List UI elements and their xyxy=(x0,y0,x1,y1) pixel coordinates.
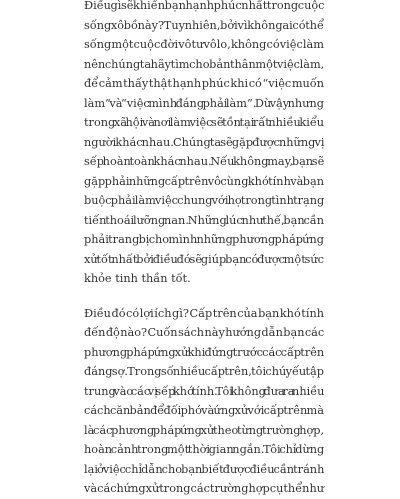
text-line: sống xô bồ này? Tuy nhiên, bởi vì không ai có thể xyxy=(84,18,324,32)
text-line: phương pháp ứng xử khi đứng trước các cấp trên xyxy=(84,345,325,359)
text-line: để cảm thấy thật hạnh phúc khi có “việc muốn xyxy=(84,77,324,90)
text-line: xử tốt nhất bởi điều đó sẽ giúp bạn có được một sức xyxy=(84,252,324,266)
paragraph-2 xyxy=(84,304,324,499)
text-line: là các phương pháp ứng xử theo từng trường hợp, xyxy=(84,423,325,437)
text-line: sống một cuộc đời vô tư vô lo, không có việc làm xyxy=(84,38,324,51)
text-line: nên chúng ta hãy tìm cho bản thân một việc làm, xyxy=(84,57,325,71)
text-line: Điều gì sẽ khiến bạn hạnh phúc nhất trong cuộc xyxy=(84,0,325,12)
text-line: tiến thoái lưỡng nan. Những lúc như thế, bạn cần xyxy=(84,213,324,227)
text-line: lại ở việc chỉ dẫn cho bạn biết được điều cần tránh xyxy=(84,462,325,476)
text-line: làm” và “việc mình đáng phải làm”. Dù vậy nhưng xyxy=(84,96,324,110)
text-line: người khác nhau. Chúng ta sẽ gặp được những vị xyxy=(84,135,325,149)
text-line: buộc phải làm việc chung với họ trong tình trạng xyxy=(84,194,325,207)
paragraph-spacer xyxy=(84,289,324,304)
text-line: gặp phải những cấp trên vô cùng khó tính và bạn xyxy=(84,174,324,188)
text-line: và cách ứng xử trong các trường hợp cụ thể như xyxy=(84,482,324,495)
text-line: phải trang bị cho mình những phương pháp ứng xyxy=(84,233,324,246)
text-line: trung vào các vị sếp khó tính. Tôi không đưa ra nhiều xyxy=(84,384,325,398)
text-line: hoàn cảnh trong một thời gian ngắn. Tôi chỉ dừng xyxy=(84,443,325,456)
text-line: trong xã hội và nơi làm việc sẽ tồn tại rất nhiều kiểu xyxy=(84,116,325,129)
text-line: đáng sợ. Trong số nhiều cấp trên, tôi chú yếu tập xyxy=(84,365,324,378)
text-line: Điều đó có lợi ích gì? Cấp trên của bạn khó tính xyxy=(84,306,324,320)
text-line: sếp hoàn toàn khác nhau. Nếu không may, bạn sẽ xyxy=(84,155,325,168)
text-line: đến độ nào? Cuốn sách này hướng dẫn bạn các xyxy=(84,326,325,339)
paragraph-1 xyxy=(84,0,324,289)
text-line: khỏe tinh thần tốt. xyxy=(84,272,191,285)
text-line: cách căn bản để đối phó và ứng xử với cấp trên mà xyxy=(84,404,324,417)
body-text xyxy=(84,0,324,499)
